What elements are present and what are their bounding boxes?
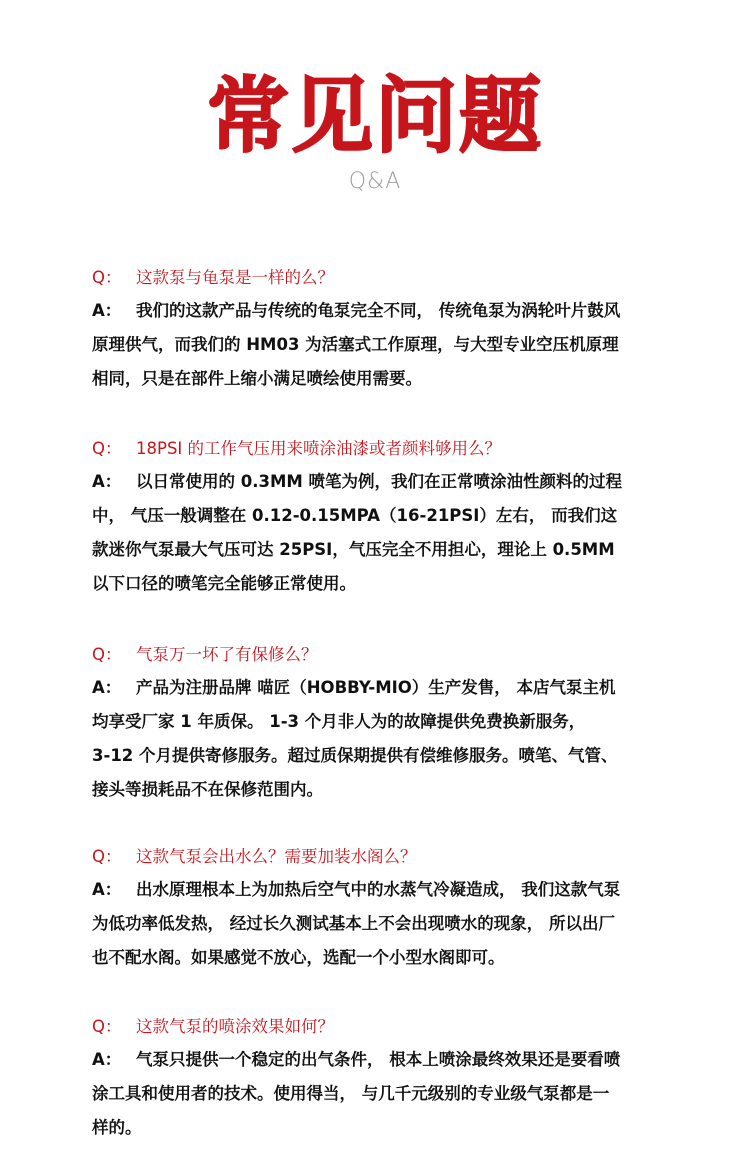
answer-line: 原理供气，而我们的 HM03 为活塞式工作原理，与大型专业空压机原理 [92, 335, 619, 354]
answer-line [92, 294, 677, 328]
answer-line: 接头等损耗品不在保修范围内。 [92, 780, 323, 799]
answer-line: 样的。 [92, 1118, 142, 1137]
answer-prefix: A： [92, 472, 122, 491]
answer-prefix: A： [92, 1050, 122, 1069]
answer-text: 产品为注册品牌 喵匠（HOBBY-MIO）生产发售， 本店气泵主机 [136, 678, 616, 697]
faq-question [92, 266, 692, 290]
question-text: 18PSI 的工作气压用来喷涂油漆或者颜料够用么？ [136, 439, 502, 458]
answer-line: 均享受厂家 1 年质保。 1-3 个月非人为的故障提供免费换新服务， [92, 712, 586, 731]
question-text: 这款气泵会出水么？需要加装水阁么？ [136, 847, 417, 866]
answer-line [92, 873, 677, 907]
faq-question [92, 1015, 692, 1039]
answer-line: 涂工具和使用者的技术。使用得当， 与几千元级别的专业级气泵都是一 [92, 1084, 610, 1103]
answer-line: 为低功率低发热， 经过长久测试基本上不会出现喷水的现象， 所以出厂 [92, 914, 615, 933]
page-subtitle: Q&A [348, 169, 402, 194]
answer-line [92, 671, 677, 705]
faq-question [92, 845, 692, 869]
faq-answer [92, 1043, 677, 1145]
answer-line: 相同，只是在部件上缩小满足喷绘使用需要。 [92, 369, 422, 388]
answer-prefix: A： [92, 301, 122, 320]
question-prefix: Q： [92, 268, 122, 287]
faq-answer [92, 294, 677, 396]
question-text: 气泵万一坏了有保修么？ [136, 645, 318, 664]
answer-text: 以日常使用的 0.3MM 喷笔为例，我们在正常喷涂油性颜料的过程 [136, 472, 623, 491]
answer-line [92, 1043, 677, 1077]
answer-line: 中， 气压一般调整在 0.12-0.15MPA（16-21PSI）左右， 而我们这 [92, 506, 618, 525]
question-prefix: Q： [92, 439, 122, 458]
question-text: 这款气泵的喷涂效果如何？ [136, 1017, 334, 1036]
answer-text: 气泵只提供一个稳定的出气条件， 根本上喷涂最终效果还是要看喷 [136, 1050, 621, 1069]
answer-line: 款迷你气泵最大气压可达 25PSI，气压完全不用担心，理论上 0.5MM [92, 540, 615, 559]
faq-answer [92, 873, 677, 975]
question-prefix: Q： [92, 645, 122, 664]
page-header [0, 70, 750, 196]
faq-answer [92, 465, 677, 601]
faq-question [92, 437, 692, 461]
answer-prefix: A： [92, 880, 122, 899]
question-prefix: Q： [92, 1017, 122, 1036]
answer-prefix: A： [92, 678, 122, 697]
faq-question [92, 643, 692, 667]
answer-text: 出水原理根本上为加热后空气中的水蒸气冷凝造成， 我们这款气泵 [136, 880, 621, 899]
page-title: 常见问题 [206, 69, 543, 164]
answer-line: 以下口径的喷笔完全能够正常使用。 [92, 574, 356, 593]
question-text: 这款泵与龟泵是一样的么？ [136, 268, 334, 287]
answer-line: 3-12 个月提供寄修服务。超过质保期提供有偿维修服务。喷笔、气管、 [92, 746, 618, 765]
answer-line [92, 465, 677, 499]
faq-answer [92, 671, 677, 807]
answer-text: 我们的这款产品与传统的龟泵完全不同， 传统龟泵为涡轮叶片鼓风 [136, 301, 621, 320]
answer-line: 也不配水阁。如果感觉不放心，选配一个小型水阁即可。 [92, 948, 505, 967]
question-prefix: Q： [92, 847, 122, 866]
